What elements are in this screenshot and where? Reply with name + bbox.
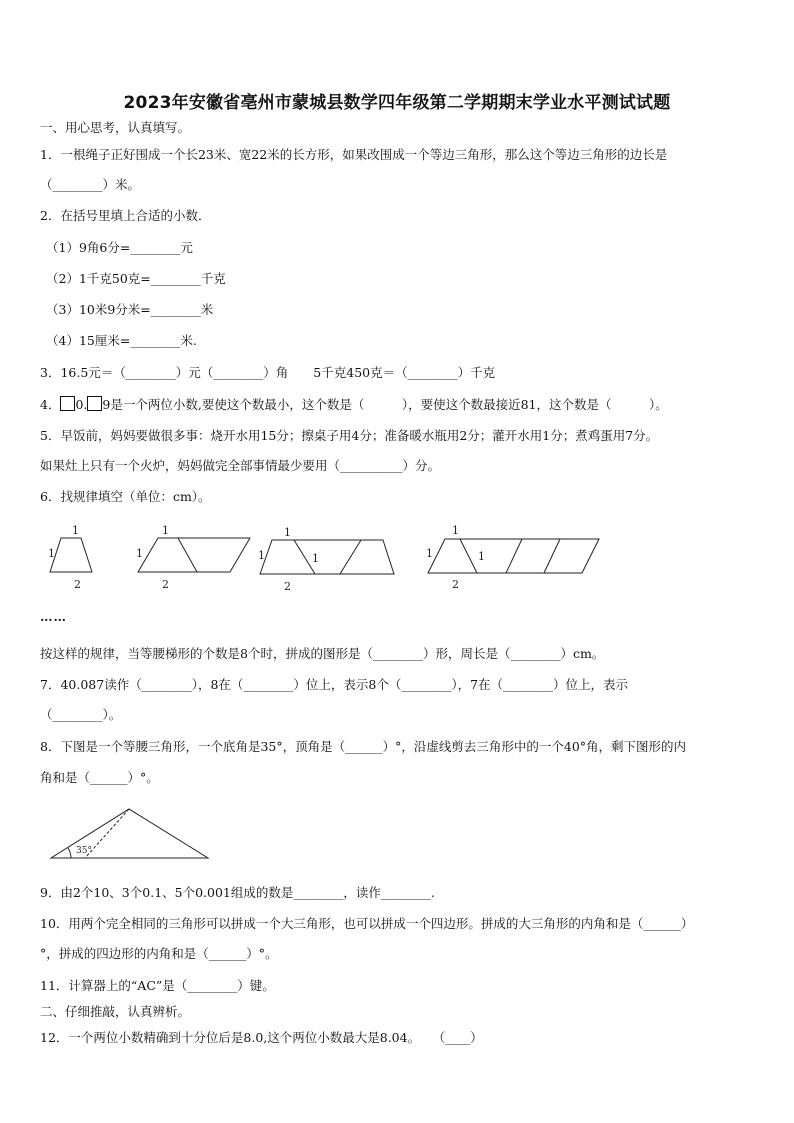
label-side: 1 [312, 552, 319, 565]
label-bottom: 2 [284, 580, 291, 593]
q2-stem: 2．在括号里填上合适的小数． [40, 208, 211, 223]
q8-line1: 8．下图是一个等腰三角形，一个底角是35°，顶角是（______）°，沿虚线剪去三角形中的一个40°角，剩下图形的内 [40, 739, 687, 754]
section-2-heading: 二、仔细推敲，认真辨析。 [40, 1004, 191, 1019]
angle-label: 35° [76, 846, 92, 856]
label-side: 1 [258, 549, 265, 562]
q4-rest: 9是一个两位小数,要使这个数最小，这个数是（ ），要使这个数最接近81，这个数是（ ）。 [102, 397, 668, 412]
q2-part4: （4）15厘米=________米. [46, 333, 197, 348]
q10-line2: °，拼成的四边形的内角和是（______）°。 [40, 946, 278, 961]
label-bottom: 2 [162, 578, 169, 591]
isosceles-triangle-figure [48, 805, 213, 863]
q6-answer: 按这样的规律，当等腰梯形的个数是8个时，拼成的图形是（________）形，周长是（________）cm。 [40, 646, 605, 661]
trapezoid-pattern-figure [40, 520, 620, 600]
q5-line2: 如果灶上只有一个火炉，妈妈做完全部事情最少要用（__________）分。 [40, 458, 441, 473]
section-1-heading: 一、用心思考，认真填写。 [40, 120, 191, 135]
q8-line2: 角和是（______）°。 [40, 770, 159, 785]
q12: 12．一个两位小数精确到十分位后是8.0,这个两位小数最大是8.04。 （____） [40, 1030, 483, 1045]
q3: 3．16.5元＝（________）元（________）角 5千克450克＝（________）千克 [40, 365, 496, 380]
q1-line2: （________）米。 [40, 177, 141, 192]
label-top: 1 [72, 524, 79, 537]
q1-line1: 1．一根绳子正好围成一个长23米、宽22米的长方形，如果改围成一个等边三角形，那么这个等边三角形的边长是 [40, 147, 668, 162]
q10-line1: 10．用两个完全相同的三角形可以拼成一个大三角形，也可以拼成一个四边形。拼成的大三角形的内角和是（______） [40, 916, 694, 931]
trapezoid-3 [260, 540, 394, 574]
divider [340, 540, 361, 574]
angle-arc [68, 848, 71, 858]
label-bottom: 2 [452, 578, 459, 591]
q5-line1: 5．早饭前，妈妈要做很多事：烧开水用15分；擦桌子用4分；准备暖水瓶用2分；灌开水用1分；煮鸡蛋用7分。 [40, 428, 659, 443]
q11: 11．计算器上的“AC”是（________）键。 [40, 978, 275, 993]
continuation-dots: …… [40, 609, 67, 624]
q7-line2: （________）。 [40, 707, 122, 722]
q4-mid: 0. [75, 397, 88, 412]
label-side: 1 [426, 547, 433, 560]
divider [544, 539, 560, 573]
label-side: 1 [136, 547, 143, 560]
q2-part2: （2）1千克50克=________千克 [46, 271, 226, 286]
label-top: 1 [452, 524, 459, 537]
label-top: 1 [162, 524, 169, 537]
label-bottom: 2 [74, 578, 81, 591]
q2-part1: （1）9角6分=________元 [46, 240, 193, 255]
divider [506, 539, 522, 573]
triangle [51, 809, 208, 858]
digit-box [87, 396, 102, 411]
q4-number: 4． [40, 397, 61, 412]
page-title: 2023年安徽省亳州市蒙城县数学四年级第二学期期末学业水平测试试题 [123, 93, 671, 113]
q7-line1: 7．40.087读作（________），8在（________）位上，表示8个（________），7在（________）位上，表示 [40, 677, 629, 692]
trapezoid-1 [50, 538, 92, 572]
q6-stem: 6．找规律填空（单位：cm）。 [40, 489, 211, 504]
divider [178, 538, 197, 572]
q2-part3: （3）10米9分米=________米 [46, 302, 214, 317]
divider [460, 539, 477, 573]
q4 [40, 396, 668, 413]
q9: 9．由2个10、3个0.1、5个0.001组成的数是________，读作________. [40, 885, 435, 900]
label-top: 1 [284, 526, 291, 539]
label-side: 1 [478, 550, 485, 563]
label-side: 1 [48, 547, 55, 560]
digit-box [60, 396, 75, 411]
